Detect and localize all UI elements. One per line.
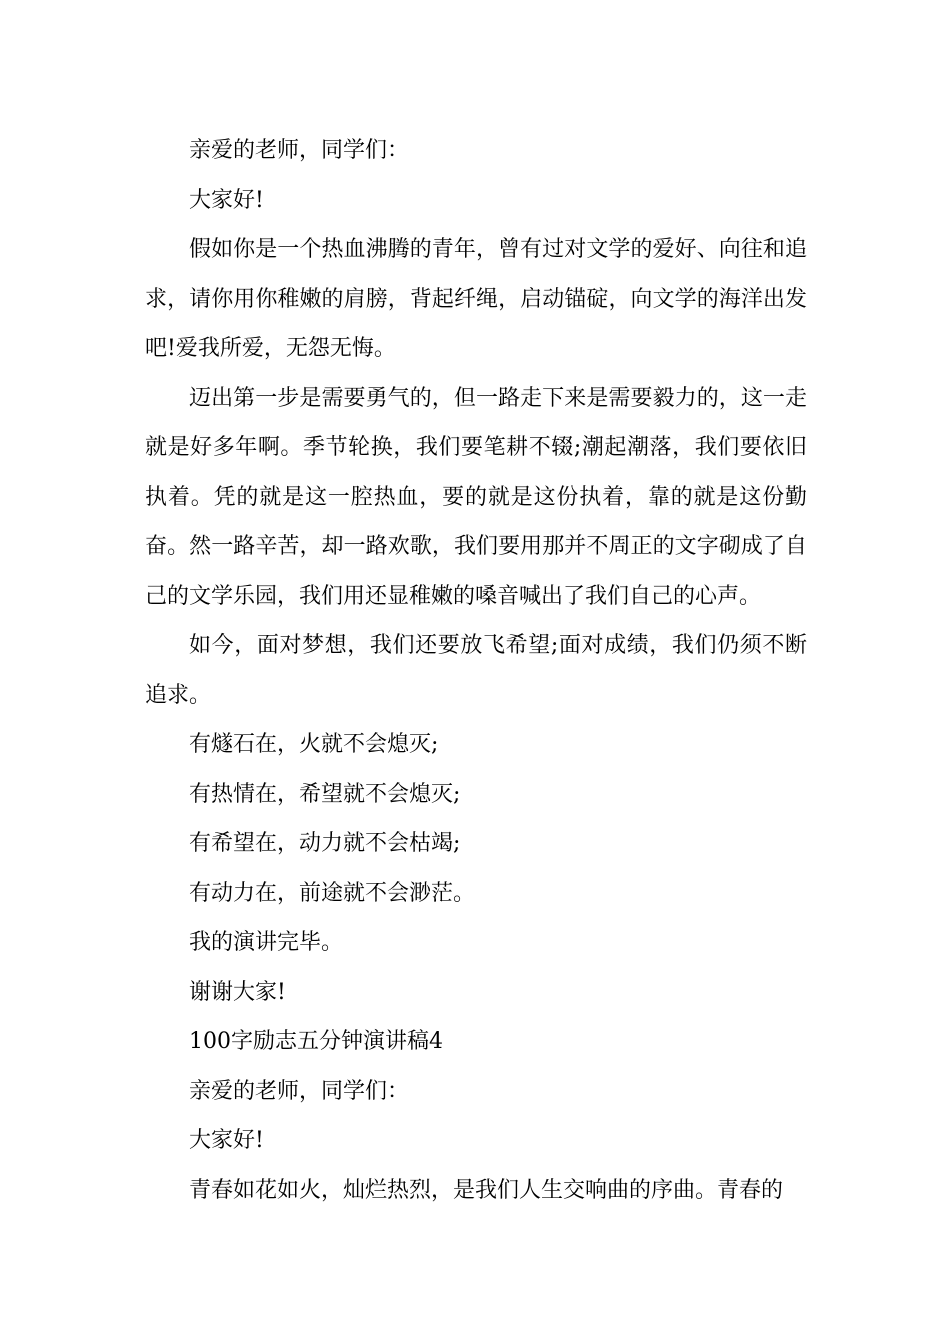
body-paragraph: 迈出第一步是需要勇气的，但一路走下来是需要毅力的，这一走就是好多年啊。季节轮换，我们要笔耕不辍;潮起潮落，我们要依旧执着。凭的就是这一腔热血，要的就是这份执着，靠的就是这份勤奋。然一路辛苦，却一路欢歌，我们要用那并不周正的文字砌成了自己的文学乐园，我们用还显稚嫩的嗓音喊出了我们自己的心声。 — [145, 385, 807, 609]
verse-line: 有燧石在，火就不会熄灭; — [189, 732, 439, 757]
greeting-line: 亲爱的老师，同学们： — [189, 138, 410, 163]
verse-line: 有动力在，前途就不会渺茫。 — [189, 880, 476, 906]
salutation-line: 大家好! — [189, 1128, 264, 1153]
body-paragraph: 如今，面对梦想，我们还要放飞希望;面对成绩，我们仍须不断追求。 — [145, 633, 807, 708]
closing-line: 我的演讲完毕。 — [189, 930, 344, 955]
verse-line: 有热情在，希望就不会熄灭; — [189, 781, 461, 807]
body-paragraph: 假如你是一个热血沸腾的青年，曾有过对文学的爱好、向往和追求，请你用你稚嫩的肩膀，背起纤绳，启动锚碇，向文学的海洋出发吧!爱我所爱，无怨无悔。 — [145, 237, 807, 361]
verse-line: 有希望在，动力就不会枯竭; — [189, 831, 461, 856]
greeting-line: 亲爱的老师，同学们： — [189, 1078, 410, 1104]
document-body — [145, 126, 807, 1215]
body-paragraph: 青春如花如火，灿烂热烈，是我们人生交响曲的序曲。青春的 — [189, 1177, 784, 1203]
section-title: 100字励志五分钟演讲稿4 — [189, 1029, 443, 1054]
salutation-line: 大家好! — [189, 187, 264, 213]
thanks-line: 谢谢大家! — [189, 979, 286, 1005]
